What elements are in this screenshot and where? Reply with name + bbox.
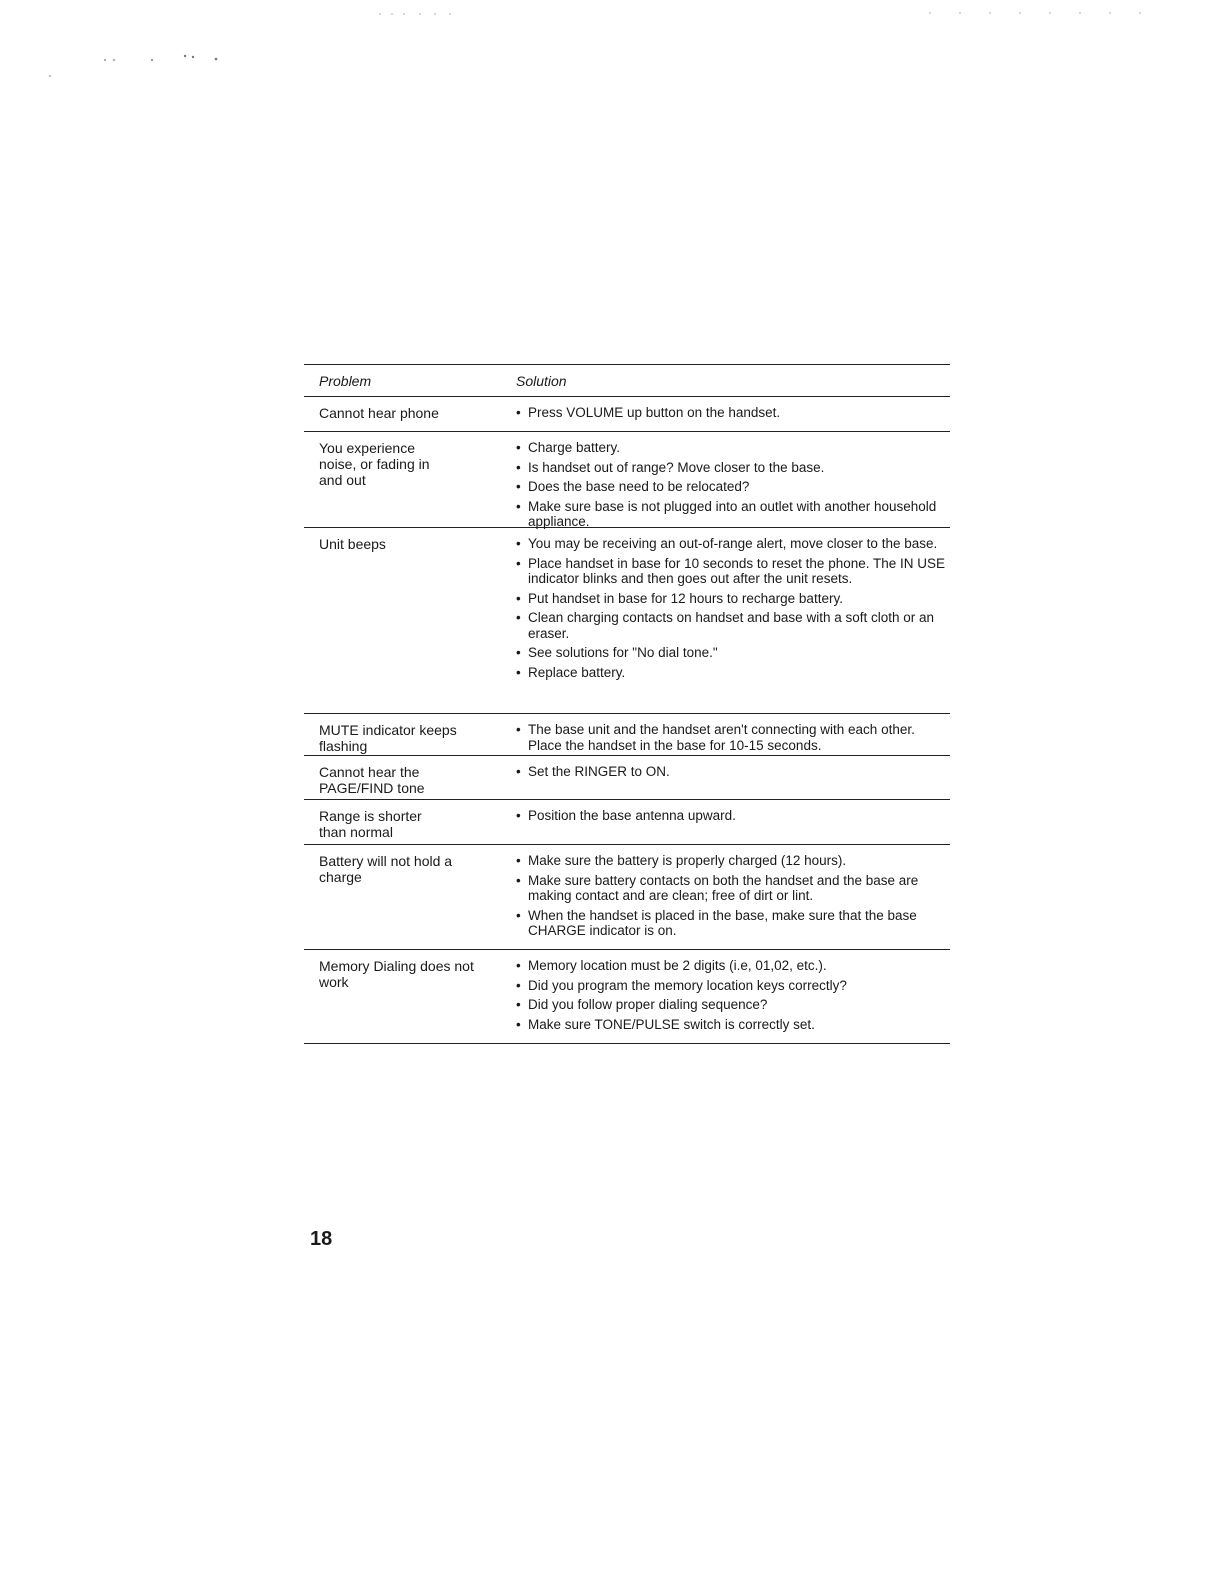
solution-item: • Set the RINGER to ON. bbox=[516, 764, 950, 780]
problem-cell bbox=[304, 853, 516, 941]
problem-text: MUTE indicator keeps flashing bbox=[319, 722, 457, 754]
problem-cell bbox=[304, 764, 516, 796]
solution-cell bbox=[516, 853, 950, 941]
problem-cell bbox=[304, 722, 516, 754]
solution-cell bbox=[516, 722, 950, 753]
solution-item: • When the handset is placed in the base, make sure that the base CHARGE indicator is on. bbox=[516, 908, 950, 939]
solution-list bbox=[516, 853, 950, 939]
troubleshooting-table bbox=[304, 364, 950, 1044]
solution-item: • Did you program the memory location keys correctly? bbox=[516, 978, 950, 994]
solution-item: • The base unit and the handset aren't connecting with each other. Place the handset in the base for 10-15 seconds. bbox=[516, 722, 950, 753]
solution-item: • See solutions for "No dial tone." bbox=[516, 645, 950, 661]
table-header bbox=[304, 365, 950, 397]
solution-item: • Make sure TONE/PULSE switch is correctly set. bbox=[516, 1017, 950, 1033]
solution-item: • Make sure battery contacts on both the handset and the base are making contact and are clean; free of dirt or lint. bbox=[516, 873, 950, 904]
solution-item: • Make sure base is not plugged into an outlet with another household appliance. bbox=[516, 499, 950, 530]
problem-text: Unit beeps bbox=[319, 536, 386, 552]
problem-text: Battery will not hold a charge bbox=[319, 853, 453, 885]
solution-list bbox=[516, 722, 950, 753]
solution-item: • Does the base need to be relocated? bbox=[516, 479, 950, 495]
problem-cell bbox=[304, 808, 516, 840]
problem-cell bbox=[304, 536, 516, 705]
solution-item: • You may be receiving an out-of-range alert, move closer to the base. bbox=[516, 536, 950, 552]
problem-text: Memory Dialing does not work bbox=[319, 958, 474, 990]
problem-cell bbox=[304, 405, 516, 423]
problem-text: Range is shorter than normal bbox=[319, 808, 422, 840]
solution-item: • Press VOLUME up button on the handset. bbox=[516, 405, 950, 421]
solution-item: • Position the base antenna upward. bbox=[516, 808, 950, 824]
solution-cell bbox=[516, 958, 950, 1035]
table-row bbox=[304, 950, 950, 1044]
table-row bbox=[304, 432, 950, 528]
solution-list bbox=[516, 764, 950, 780]
table-row bbox=[304, 800, 950, 845]
solution-list bbox=[516, 536, 950, 680]
table-row bbox=[304, 845, 950, 950]
solution-list bbox=[516, 958, 950, 1032]
solution-item: • Replace battery. bbox=[516, 665, 950, 681]
solution-item: • Make sure the battery is properly charged (12 hours). bbox=[516, 853, 950, 869]
table-row bbox=[304, 756, 950, 800]
scan-specks bbox=[0, 0, 1213, 90]
header-problem: Problem bbox=[319, 372, 372, 389]
problem-text: You experience noise, or fading in and out bbox=[319, 440, 430, 488]
problem-cell bbox=[304, 440, 516, 519]
table-row bbox=[304, 397, 950, 432]
solution-cell bbox=[516, 764, 950, 791]
table-body bbox=[304, 397, 950, 1044]
problem-cell bbox=[304, 958, 516, 1035]
table-row bbox=[304, 714, 950, 756]
table-row bbox=[304, 528, 950, 714]
solution-item: • Is handset out of range? Move closer to the base. bbox=[516, 460, 950, 476]
solution-list bbox=[516, 405, 950, 421]
problem-text: Cannot hear phone bbox=[319, 405, 439, 421]
solution-list bbox=[516, 808, 950, 824]
solution-item: • Did you follow proper dialing sequence? bbox=[516, 997, 950, 1013]
solution-cell bbox=[516, 405, 950, 423]
solution-list bbox=[516, 440, 950, 530]
header-solution: Solution bbox=[516, 372, 567, 389]
solution-item: • Put handset in base for 12 hours to recharge battery. bbox=[516, 591, 950, 607]
solution-cell bbox=[516, 808, 950, 836]
page-number: 18 bbox=[310, 1228, 333, 1250]
problem-text: Cannot hear the PAGE/FIND tone bbox=[319, 764, 425, 796]
solution-item: • Clean charging contacts on handset and base with a soft cloth or an eraser. bbox=[516, 610, 950, 641]
solution-item: • Place handset in base for 10 seconds to reset the phone. The IN USE indicator blinks and then goes out after the unit resets. bbox=[516, 556, 950, 587]
solution-item: • Charge battery. bbox=[516, 440, 950, 456]
solution-item: • Memory location must be 2 digits (i.e, 01,02, etc.). bbox=[516, 958, 950, 974]
solution-cell bbox=[516, 536, 950, 705]
solution-cell bbox=[516, 440, 950, 529]
